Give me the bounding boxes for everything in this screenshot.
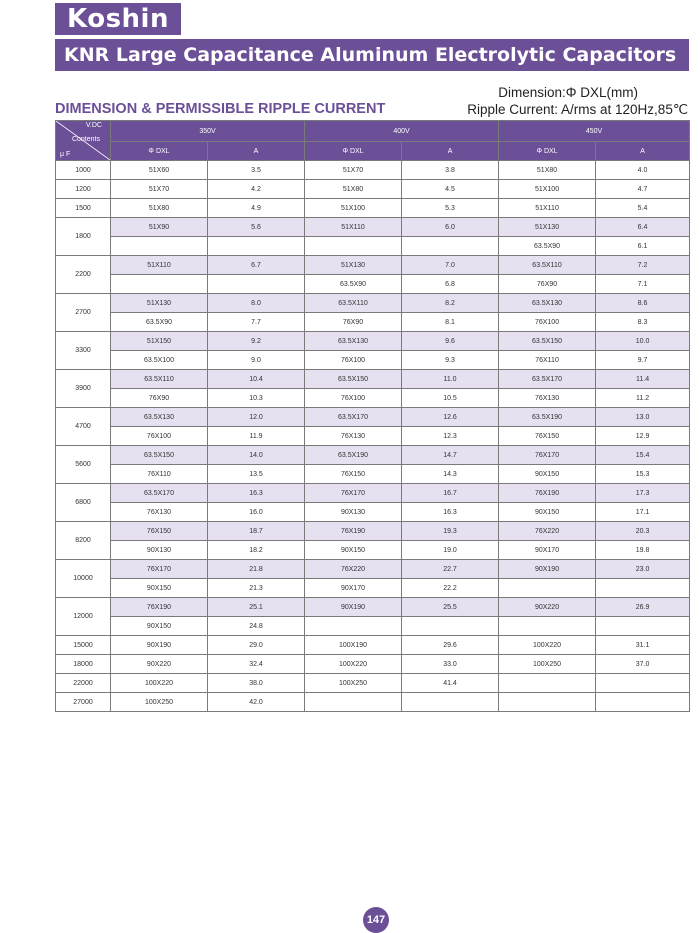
ripple-current-cell: 4.2 (208, 180, 305, 199)
dimension-cell: 63.5X100 (111, 351, 208, 370)
dimension-cell: 76X170 (305, 484, 402, 503)
dimension-cell: 90X170 (305, 579, 402, 598)
dimension-cell (499, 674, 596, 693)
capacitance-cell: 1000 (56, 161, 111, 180)
dimension-cell (305, 237, 402, 256)
ripple-current-cell: 13.0 (596, 408, 690, 427)
ripple-current-cell: 32.4 (208, 655, 305, 674)
ripple-current-cell: 14.7 (402, 446, 499, 465)
dimension-cell: 76X190 (305, 522, 402, 541)
dimension-cell: 90X220 (111, 655, 208, 674)
ripple-current-table (55, 120, 690, 712)
ripple-current-cell: 5.6 (208, 218, 305, 237)
dimension-cell: 90X220 (499, 598, 596, 617)
ripple-current-cell: 24.8 (208, 617, 305, 636)
a-header: A (596, 142, 690, 161)
ripple-current-cell: 29.0 (208, 636, 305, 655)
table-row (56, 370, 690, 389)
capacitance-cell: 10000 (56, 560, 111, 598)
ripple-current-cell: 5.3 (402, 199, 499, 218)
brand-logo: Koshin (55, 3, 181, 35)
dimension-cell: 76X110 (499, 351, 596, 370)
ripple-current-cell: 12.6 (402, 408, 499, 427)
ripple-current-cell: 15.4 (596, 446, 690, 465)
ripple-current-cell: 10.5 (402, 389, 499, 408)
ripple-current-cell (402, 237, 499, 256)
table-row (56, 427, 690, 446)
dimension-cell (499, 579, 596, 598)
dimension-cell (499, 693, 596, 712)
dimension-cell: 90X150 (499, 465, 596, 484)
sub-header-row (56, 142, 690, 161)
page-title: KNR Large Capacitance Aluminum Electrolytic Capacitors (55, 39, 689, 71)
dimension-cell: 76X220 (305, 560, 402, 579)
ripple-current-cell: 8.2 (402, 294, 499, 313)
ripple-current-cell: 38.0 (208, 674, 305, 693)
ripple-current-cell (596, 693, 690, 712)
ripple-current-cell: 33.0 (402, 655, 499, 674)
ripple-current-cell (208, 275, 305, 294)
ripple-current-cell: 18.7 (208, 522, 305, 541)
dimension-cell: 76X90 (305, 313, 402, 332)
ripple-current-cell: 14.3 (402, 465, 499, 484)
ripple-current-cell: 21.8 (208, 560, 305, 579)
ripple-current-cell: 13.5 (208, 465, 305, 484)
table-row (56, 446, 690, 465)
ripple-current-cell: 14.0 (208, 446, 305, 465)
ripple-current-cell: 6.4 (596, 218, 690, 237)
capacitance-cell: 1500 (56, 199, 111, 218)
ripple-current-cell: 4.7 (596, 180, 690, 199)
dimension-cell: 100X250 (305, 674, 402, 693)
ripple-current-cell (596, 674, 690, 693)
dimension-note: Dimension:Φ DXL(mm) (498, 85, 638, 100)
capacitance-cell: 4700 (56, 408, 111, 446)
page-number: 147 (363, 907, 389, 933)
dimension-cell: 63.5X150 (111, 446, 208, 465)
ripple-current-cell: 8.0 (208, 294, 305, 313)
ripple-current-cell: 9.2 (208, 332, 305, 351)
ripple-current-cell: 10.0 (596, 332, 690, 351)
capacitance-cell: 12000 (56, 598, 111, 636)
dimension-cell: 63.5X130 (111, 408, 208, 427)
corner-vdc-label: V.DC (85, 122, 102, 129)
capacitance-cell: 3300 (56, 332, 111, 370)
ripple-current-cell: 18.2 (208, 541, 305, 560)
dimension-cell: 63.5X190 (499, 408, 596, 427)
dimension-cell: 51X100 (499, 180, 596, 199)
corner-uf-label: μ F (60, 151, 71, 158)
ripple-current-cell (208, 237, 305, 256)
ripple-current-cell: 5.4 (596, 199, 690, 218)
a-header: A (208, 142, 305, 161)
dimension-cell: 100X220 (305, 655, 402, 674)
dimension-cell: 76X150 (499, 427, 596, 446)
ripple-current-cell: 6.0 (402, 218, 499, 237)
voltage-header-450: 450V (499, 121, 690, 142)
dimension-cell: 51X80 (305, 180, 402, 199)
dimension-cell (111, 237, 208, 256)
dimension-cell: 51X110 (305, 218, 402, 237)
ripple-current-cell: 19.8 (596, 541, 690, 560)
voltage-header-400: 400V (305, 121, 499, 142)
dimension-cell: 90X150 (111, 617, 208, 636)
table-row (56, 484, 690, 503)
capacitance-cell: 1200 (56, 180, 111, 199)
table-row (56, 256, 690, 275)
dimension-cell: 63.5X110 (111, 370, 208, 389)
dimension-cell: 90X190 (305, 598, 402, 617)
capacitance-cell: 15000 (56, 636, 111, 655)
ripple-current-cell: 6.8 (402, 275, 499, 294)
voltage-header-350: 350V (111, 121, 305, 142)
dimension-cell: 63.5X170 (111, 484, 208, 503)
capacitance-cell: 2700 (56, 294, 111, 332)
table-row (56, 389, 690, 408)
ripple-current-cell: 6.1 (596, 237, 690, 256)
dimension-cell: 76X90 (499, 275, 596, 294)
dimension-cell: 76X110 (111, 465, 208, 484)
dimension-cell: 51X70 (305, 161, 402, 180)
ripple-current-cell: 19.3 (402, 522, 499, 541)
table-row (56, 218, 690, 237)
capacitance-cell: 3900 (56, 370, 111, 408)
dimension-cell (305, 617, 402, 636)
table-row (56, 674, 690, 693)
dxl-header: Φ DXL (499, 142, 596, 161)
dimension-cell: 51X110 (111, 256, 208, 275)
ripple-current-cell: 16.7 (402, 484, 499, 503)
ripple-current-cell: 15.3 (596, 465, 690, 484)
ripple-current-cell: 17.1 (596, 503, 690, 522)
table-row (56, 655, 690, 674)
ripple-current-cell: 9.3 (402, 351, 499, 370)
capacitance-cell: 27000 (56, 693, 111, 712)
ripple-current-cell: 26.9 (596, 598, 690, 617)
dimension-cell: 63.5X130 (305, 332, 402, 351)
ripple-current-cell: 8.6 (596, 294, 690, 313)
ripple-current-cell: 12.3 (402, 427, 499, 446)
table-row (56, 541, 690, 560)
ripple-current-cell (596, 617, 690, 636)
ripple-current-cell: 20.3 (596, 522, 690, 541)
ripple-current-cell: 7.0 (402, 256, 499, 275)
table-row (56, 598, 690, 617)
dimension-cell: 63.5X90 (499, 237, 596, 256)
table-row (56, 693, 690, 712)
dimension-cell: 76X170 (111, 560, 208, 579)
dimension-cell: 63.5X130 (499, 294, 596, 313)
ripple-current-cell: 23.0 (596, 560, 690, 579)
corner-contents-label: Contents (71, 136, 100, 143)
table-row (56, 351, 690, 370)
ripple-current-cell: 7.7 (208, 313, 305, 332)
dimension-cell: 51X90 (111, 218, 208, 237)
dimension-cell: 76X130 (499, 389, 596, 408)
ripple-current-cell: 41.4 (402, 674, 499, 693)
dimension-cell: 100X220 (111, 674, 208, 693)
a-header: A (402, 142, 499, 161)
dimension-cell: 90X130 (111, 541, 208, 560)
dimension-cell: 90X150 (305, 541, 402, 560)
ripple-current-cell: 3.5 (208, 161, 305, 180)
ripple-current-cell: 11.4 (596, 370, 690, 389)
ripple-current-cell: 21.3 (208, 579, 305, 598)
dimension-cell: 63.5X170 (499, 370, 596, 389)
capacitance-cell: 5600 (56, 446, 111, 484)
ripple-current-cell (402, 617, 499, 636)
table-row (56, 465, 690, 484)
corner-header-cell (56, 121, 111, 161)
dimension-cell: 51X100 (305, 199, 402, 218)
dimension-cell (305, 693, 402, 712)
capacitance-cell: 1800 (56, 218, 111, 256)
ripple-current-cell: 4.0 (596, 161, 690, 180)
table-row (56, 161, 690, 180)
table-row (56, 522, 690, 541)
ripple-current-cell: 8.3 (596, 313, 690, 332)
table-row (56, 180, 690, 199)
ripple-current-cell: 4.5 (402, 180, 499, 199)
dimension-cell: 90X190 (111, 636, 208, 655)
table-row (56, 237, 690, 256)
dimension-cell: 76X100 (305, 351, 402, 370)
dimension-cell: 90X130 (305, 503, 402, 522)
dimension-cell: 76X90 (111, 389, 208, 408)
dimension-cell: 76X100 (305, 389, 402, 408)
voltage-header-row (56, 121, 690, 142)
ripple-current-cell: 11.2 (596, 389, 690, 408)
dimension-cell: 51X130 (111, 294, 208, 313)
table-row (56, 617, 690, 636)
dimension-cell: 90X150 (499, 503, 596, 522)
ripple-current-cell: 6.7 (208, 256, 305, 275)
capacitance-cell: 6800 (56, 484, 111, 522)
dxl-header: Φ DXL (111, 142, 208, 161)
dimension-cell: 100X250 (499, 655, 596, 674)
ripple-current-cell: 7.2 (596, 256, 690, 275)
ripple-current-cell: 16.0 (208, 503, 305, 522)
ripple-current-cell: 25.5 (402, 598, 499, 617)
capacitance-cell: 2200 (56, 256, 111, 294)
dimension-cell: 51X60 (111, 161, 208, 180)
ripple-current-cell: 7.1 (596, 275, 690, 294)
ripple-current-cell (596, 579, 690, 598)
ripple-current-cell: 31.1 (596, 636, 690, 655)
ripple-current-cell: 29.6 (402, 636, 499, 655)
table-body (56, 161, 690, 712)
dimension-cell: 90X190 (499, 560, 596, 579)
dimension-cell: 51X110 (499, 199, 596, 218)
ripple-current-cell: 9.6 (402, 332, 499, 351)
ripple-current-cell: 42.0 (208, 693, 305, 712)
dimension-cell: 63.5X150 (499, 332, 596, 351)
ripple-current-cell: 8.1 (402, 313, 499, 332)
dimension-cell: 63.5X150 (305, 370, 402, 389)
table-row (56, 579, 690, 598)
ripple-current-cell (402, 693, 499, 712)
ripple-current-cell: 11.9 (208, 427, 305, 446)
ripple-current-cell: 16.3 (402, 503, 499, 522)
table-row (56, 636, 690, 655)
ripple-current-cell: 12.0 (208, 408, 305, 427)
dimension-cell (111, 275, 208, 294)
capacitance-cell: 18000 (56, 655, 111, 674)
section-title: DIMENSION & PERMISSIBLE RIPPLE CURRENT (55, 101, 386, 117)
dimension-cell: 76X190 (111, 598, 208, 617)
table-row (56, 313, 690, 332)
dimension-cell: 90X150 (111, 579, 208, 598)
ripple-current-cell: 9.7 (596, 351, 690, 370)
dimension-cell: 76X150 (305, 465, 402, 484)
dimension-cell: 76X190 (499, 484, 596, 503)
dimension-cell: 51X130 (499, 218, 596, 237)
dimension-cell: 63.5X170 (305, 408, 402, 427)
ripple-current-cell: 4.9 (208, 199, 305, 218)
ripple-current-cell: 22.7 (402, 560, 499, 579)
table-row (56, 503, 690, 522)
dimension-cell: 51X150 (111, 332, 208, 351)
dimension-cell: 63.5X110 (305, 294, 402, 313)
dimension-cell: 100X190 (305, 636, 402, 655)
dimension-cell: 76X150 (111, 522, 208, 541)
ripple-current-cell: 9.0 (208, 351, 305, 370)
dimension-cell: 63.5X90 (111, 313, 208, 332)
ripple-current-cell: 25.1 (208, 598, 305, 617)
ripple-current-cell: 37.0 (596, 655, 690, 674)
ripple-current-cell: 22.2 (402, 579, 499, 598)
dimension-cell: 76X130 (305, 427, 402, 446)
dimension-cell: 63.5X190 (305, 446, 402, 465)
dimension-cell: 76X130 (111, 503, 208, 522)
ripple-current-cell: 3.8 (402, 161, 499, 180)
ripple-current-cell: 19.0 (402, 541, 499, 560)
dimension-cell: 90X170 (499, 541, 596, 560)
dimension-cell: 63.5X90 (305, 275, 402, 294)
capacitance-cell: 8200 (56, 522, 111, 560)
ripple-current-cell: 12.9 (596, 427, 690, 446)
capacitance-cell: 22000 (56, 674, 111, 693)
table-row (56, 294, 690, 313)
dimension-cell: 76X220 (499, 522, 596, 541)
table-row (56, 408, 690, 427)
table-row (56, 275, 690, 294)
dimension-cell (499, 617, 596, 636)
table-row (56, 332, 690, 351)
dimension-cell: 51X70 (111, 180, 208, 199)
dimension-cell: 51X80 (499, 161, 596, 180)
table-row (56, 560, 690, 579)
dimension-cell: 100X250 (111, 693, 208, 712)
dimension-cell: 100X220 (499, 636, 596, 655)
dimension-cell: 76X170 (499, 446, 596, 465)
dimension-cell: 51X80 (111, 199, 208, 218)
ripple-current-cell: 16.3 (208, 484, 305, 503)
dimension-cell: 63.5X110 (499, 256, 596, 275)
ripple-note: Ripple Current: A/rms at 120Hz,85℃ (467, 102, 688, 117)
ripple-current-cell: 11.0 (402, 370, 499, 389)
ripple-current-cell: 10.4 (208, 370, 305, 389)
dimension-cell: 51X130 (305, 256, 402, 275)
ripple-current-cell: 17.3 (596, 484, 690, 503)
dxl-header: Φ DXL (305, 142, 402, 161)
dimension-cell: 76X100 (111, 427, 208, 446)
dimension-cell: 76X100 (499, 313, 596, 332)
table-row (56, 199, 690, 218)
ripple-current-cell: 10.3 (208, 389, 305, 408)
